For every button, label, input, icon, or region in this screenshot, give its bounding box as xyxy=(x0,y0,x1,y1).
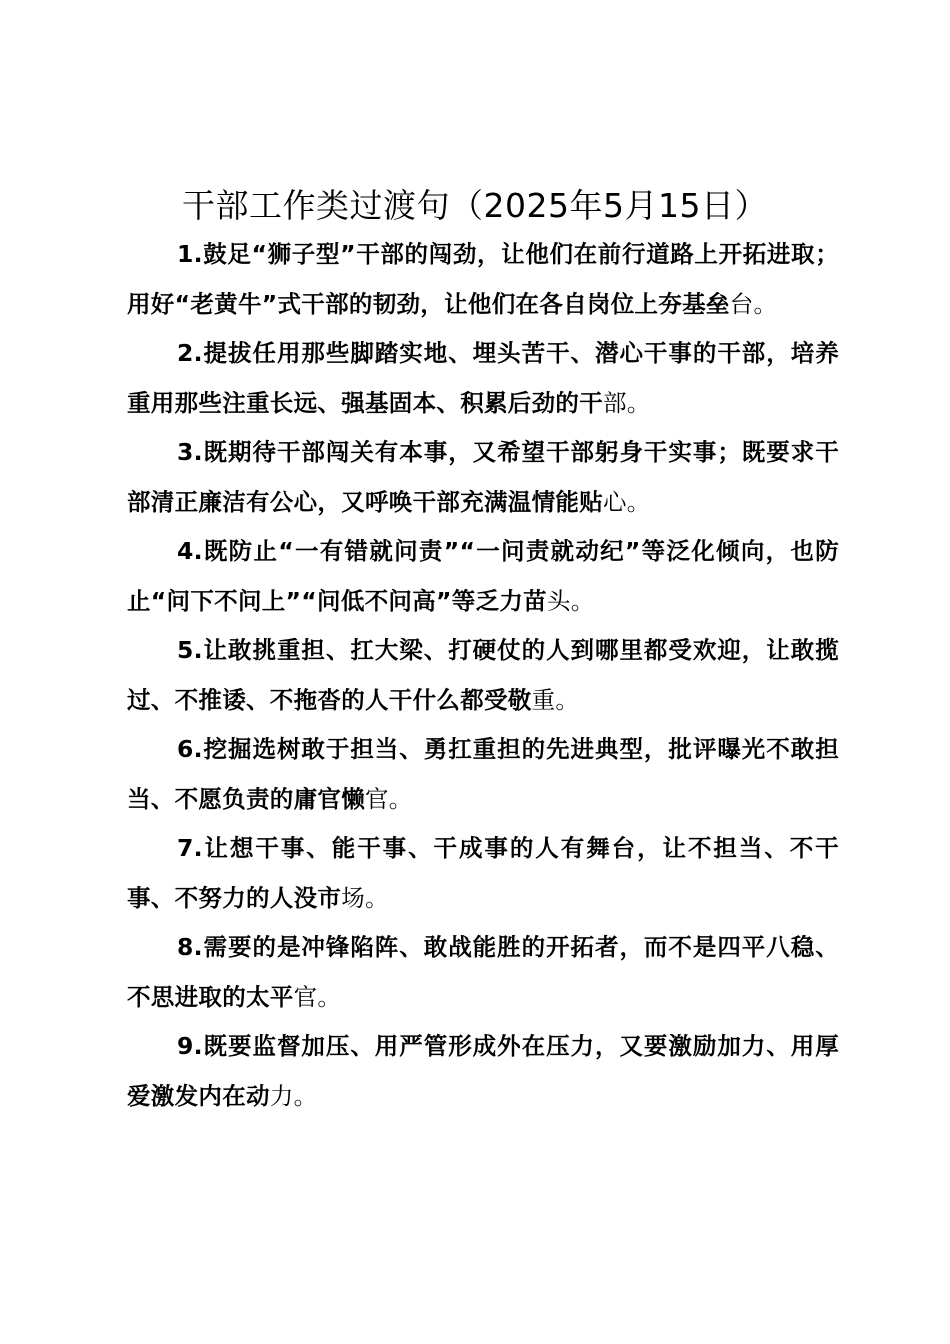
paragraph-2 xyxy=(127,329,839,428)
paragraph-text: 5.让敢挑重担、扛大梁、打硬仗的人到哪里都受欢迎，让敢揽过、不推诿、不拖沓的人干什么都受敬 xyxy=(127,636,839,714)
document-body xyxy=(127,230,839,1121)
paragraph-tail: 台。 xyxy=(729,289,778,318)
paragraph-tail: 力。 xyxy=(269,1081,318,1110)
paragraph-9 xyxy=(127,1022,839,1121)
paragraph-text: 6.挖掘选树敢于担当、勇扛重担的先进典型，批评曝光不敢担当、不愿负责的庸官懒 xyxy=(127,735,839,813)
paragraph-tail: 官。 xyxy=(365,784,413,813)
paragraph-text: 8.需要的是冲锋陷阵、敢战能胜的开拓者，而不是四平八稳、不思进取的太平 xyxy=(127,933,839,1011)
paragraph-tail: 重。 xyxy=(531,685,580,714)
paragraph-text: 2.提拔任用那些脚踏实地、埋头苦干、潜心干事的干部，培养重用那些注重长远、强基固本、积累后劲的干 xyxy=(127,339,839,417)
document-title: 干部工作类过渡句（2025年5月15日） xyxy=(182,186,768,225)
paragraph-text: 4.既防止“一有错就问责”“一问责就动纪”等泛化倾向，也防止“问下不问上”“问低不问高”等乏力苗 xyxy=(127,537,839,615)
paragraph-tail: 官。 xyxy=(293,982,342,1011)
paragraph-text: 1.鼓足“狮子型”干部的闯劲，让他们在前行道路上开拓进取；用好“老黄牛”式干部的韧劲，让他们在各自岗位上夯基垒 xyxy=(127,240,839,318)
paragraph-tail: 心。 xyxy=(603,487,651,516)
paragraph-text: 7.让想干事、能干事、干成事的人有舞台，让不担当、不干事、不努力的人没市 xyxy=(127,834,839,912)
paragraph-text: 9.既要监督加压、用严管形成外在压力，又要激励加力、用厚爱激发内在动 xyxy=(127,1032,839,1110)
paragraph-5 xyxy=(127,626,839,725)
paragraph-text: 3.既期待干部闯关有本事，又希望干部躬身干实事；既要求干部清正廉洁有公心，又呼唤干部充满温情能贴 xyxy=(127,438,839,516)
paragraph-tail: 部。 xyxy=(603,388,651,417)
paragraph-7 xyxy=(127,824,839,923)
paragraph-tail: 场。 xyxy=(341,883,389,912)
paragraph-1 xyxy=(127,230,839,329)
paragraph-6 xyxy=(127,725,839,824)
paragraph-8 xyxy=(127,923,839,1022)
paragraph-tail: 头。 xyxy=(546,586,595,615)
paragraph-3 xyxy=(127,428,839,527)
paragraph-4 xyxy=(127,527,839,626)
